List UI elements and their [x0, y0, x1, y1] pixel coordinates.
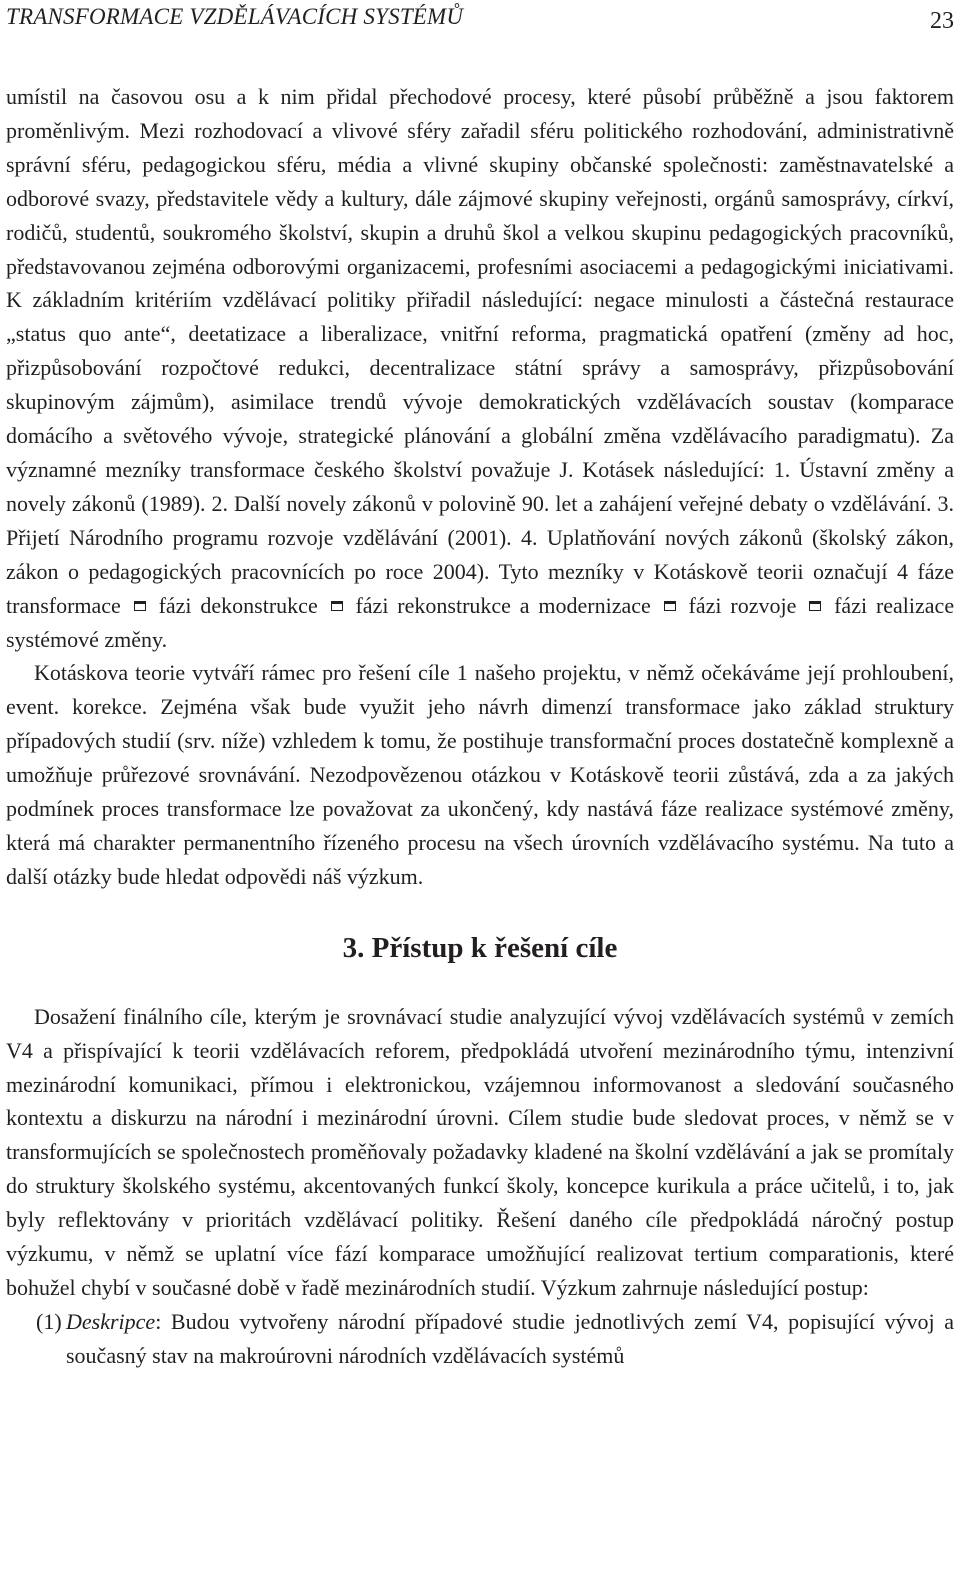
arrow-icon	[134, 601, 146, 611]
paragraph-3: Dosažení finálního cíle, kterým je srovnávací studie analyzující vývoj vzdělávacích systémů v zemích V4 a přispívající k teorii vzdělávacích reforem, předpokládá utvoření mezinárodního týmu, intenzivní mezinárodní komunikaci, přímou i elektronickou, vzájemnou informovanost a sledování současného kontextu a diskurzu na národní i mezinárodní úrovni. Cílem studie bude sledovat proces, v němž se v transformujících se společnostech proměňovaly požadavky kladené na školní vzdělávání a jak se promítaly do struktury školského systému, akcentovaných funkcí školy, koncepce kurikula a práce učitelů, i to, jak byly reflektovány v prioritách vzdělávací politiky. Řešení daného cíle předpokládá náročný postup výzkumu, v němž se uplatní více fází komparace umožňující realizovat tertium comparationis, které bohužel chybí v současné době v řadě mezinárodních studií. Výzkum zahrnuje následující postup:	[6, 1003, 954, 1300]
phase-2-text: fázi dekonstrukce	[158, 592, 318, 618]
page-body	[6, 80, 954, 1373]
phase-4-text: fázi rozvoje	[688, 592, 797, 618]
list-item-text: : Budou vytvořeny národní případové studie jednotlivých zemí V4, popisující vývoj a současný stav na makroúrovni národních vzdělávacích systémů	[66, 1308, 954, 1368]
phase-3-text: fázi rekonstrukce a modernizace	[355, 592, 651, 618]
page-number: 23	[930, 8, 954, 34]
paragraph-1	[6, 80, 954, 656]
arrow-icon	[331, 601, 343, 611]
page-header	[6, 2, 954, 40]
list-item-term: Deskripce	[66, 1308, 156, 1334]
phase-5-text: fázi realizace systémové změny.	[6, 592, 955, 652]
running-head: TRANSFORMACE VZDĚLÁVACÍCH SYSTÉMŮ	[6, 4, 464, 29]
list-item	[6, 1305, 954, 1373]
paragraph-2: Kotáskova teorie vytváří rámec pro řešení cíle 1 našeho projektu, v němž očekáváme její prohloubení, event. korekce. Zejména však bude využit jeho návrh dimenzí transformace jako základ struktury případových studií (srv. níže) vzhledem k tomu, že postihuje transformační proces dostatečně komplexně a umožňuje průřezové srovnávání. Nezodpovězenou otázkou v Kotáskově teorii zůstává, zda a za jakých podmínek proces transformace lze považovat za ukončený, kdy nastává fáze realizace systémové změny, která má charakter permanentního řízeného procesu na všech úrovních vzdělávacího systému. Na tuto a další otázky bude hledat odpovědi náš výzkum.	[6, 660, 954, 889]
arrow-icon	[664, 601, 676, 611]
arrow-icon	[809, 601, 821, 611]
list-item-number: (1)	[36, 1308, 62, 1334]
paragraph-1-text: umístil na časovou osu a k nim přidal přechodové procesy, které působí průběžně a jsou faktorem proměnlivým. Mezi rozhodovací a vlivové sféry zařadil sféru politického rozhodování, administrativně správní sféru, pedagogickou sféru, média a vlivné skupiny občanské společnosti: zaměstnavatelské a odborové svazy, představitele vědy a kultury, dále zájmové skupiny veřejnosti, orgánů samosprávy, církví, rodičů, studentů, soukromého školství, skupin a druhů škol a velkou skupinu pedagogických pracovníků, představovanou zejména odborovými organizacemi, profesními asociacemi a pedagogickými iniciativami. K základním kritériím vzdělávací politiky přiřadil následující: negace minulosti a částečná restaurace „status quo ante“, deetatizace a liberalizace, vnitřní reforma, pragmatická opatření (změny ad hoc, přizpůsobování rozpočtové redukci, decentralizace státní správy a samosprávy, přizpůsobování skupinovým zájmům), asimilace trendů vývoje demokratických vzdělávacích soustav (komparace domácího a světového vývoje, strategické plánování a globální změna vzdělávacího paradigmatu). Za významné mezníky transformace českého školství považuje J. Kotásek následující: 1. Ústavní změny a novely zákonů (1989). 2. Další novely zákonů v polovině 90. let a zahájení veřejné debaty o vzdělávání. 3. Přijetí Národního programu rozvoje vzdělávání (2001). 4. Uplatňování nových zákonů (školský zákon, zákon o pedagogických pracovnících po roce 2004). Tyto mezníky v Kotáskově teorii označují 4 fáze transformace	[6, 84, 954, 618]
section-heading: 3. Přístup k řešení cíle	[342, 931, 618, 964]
